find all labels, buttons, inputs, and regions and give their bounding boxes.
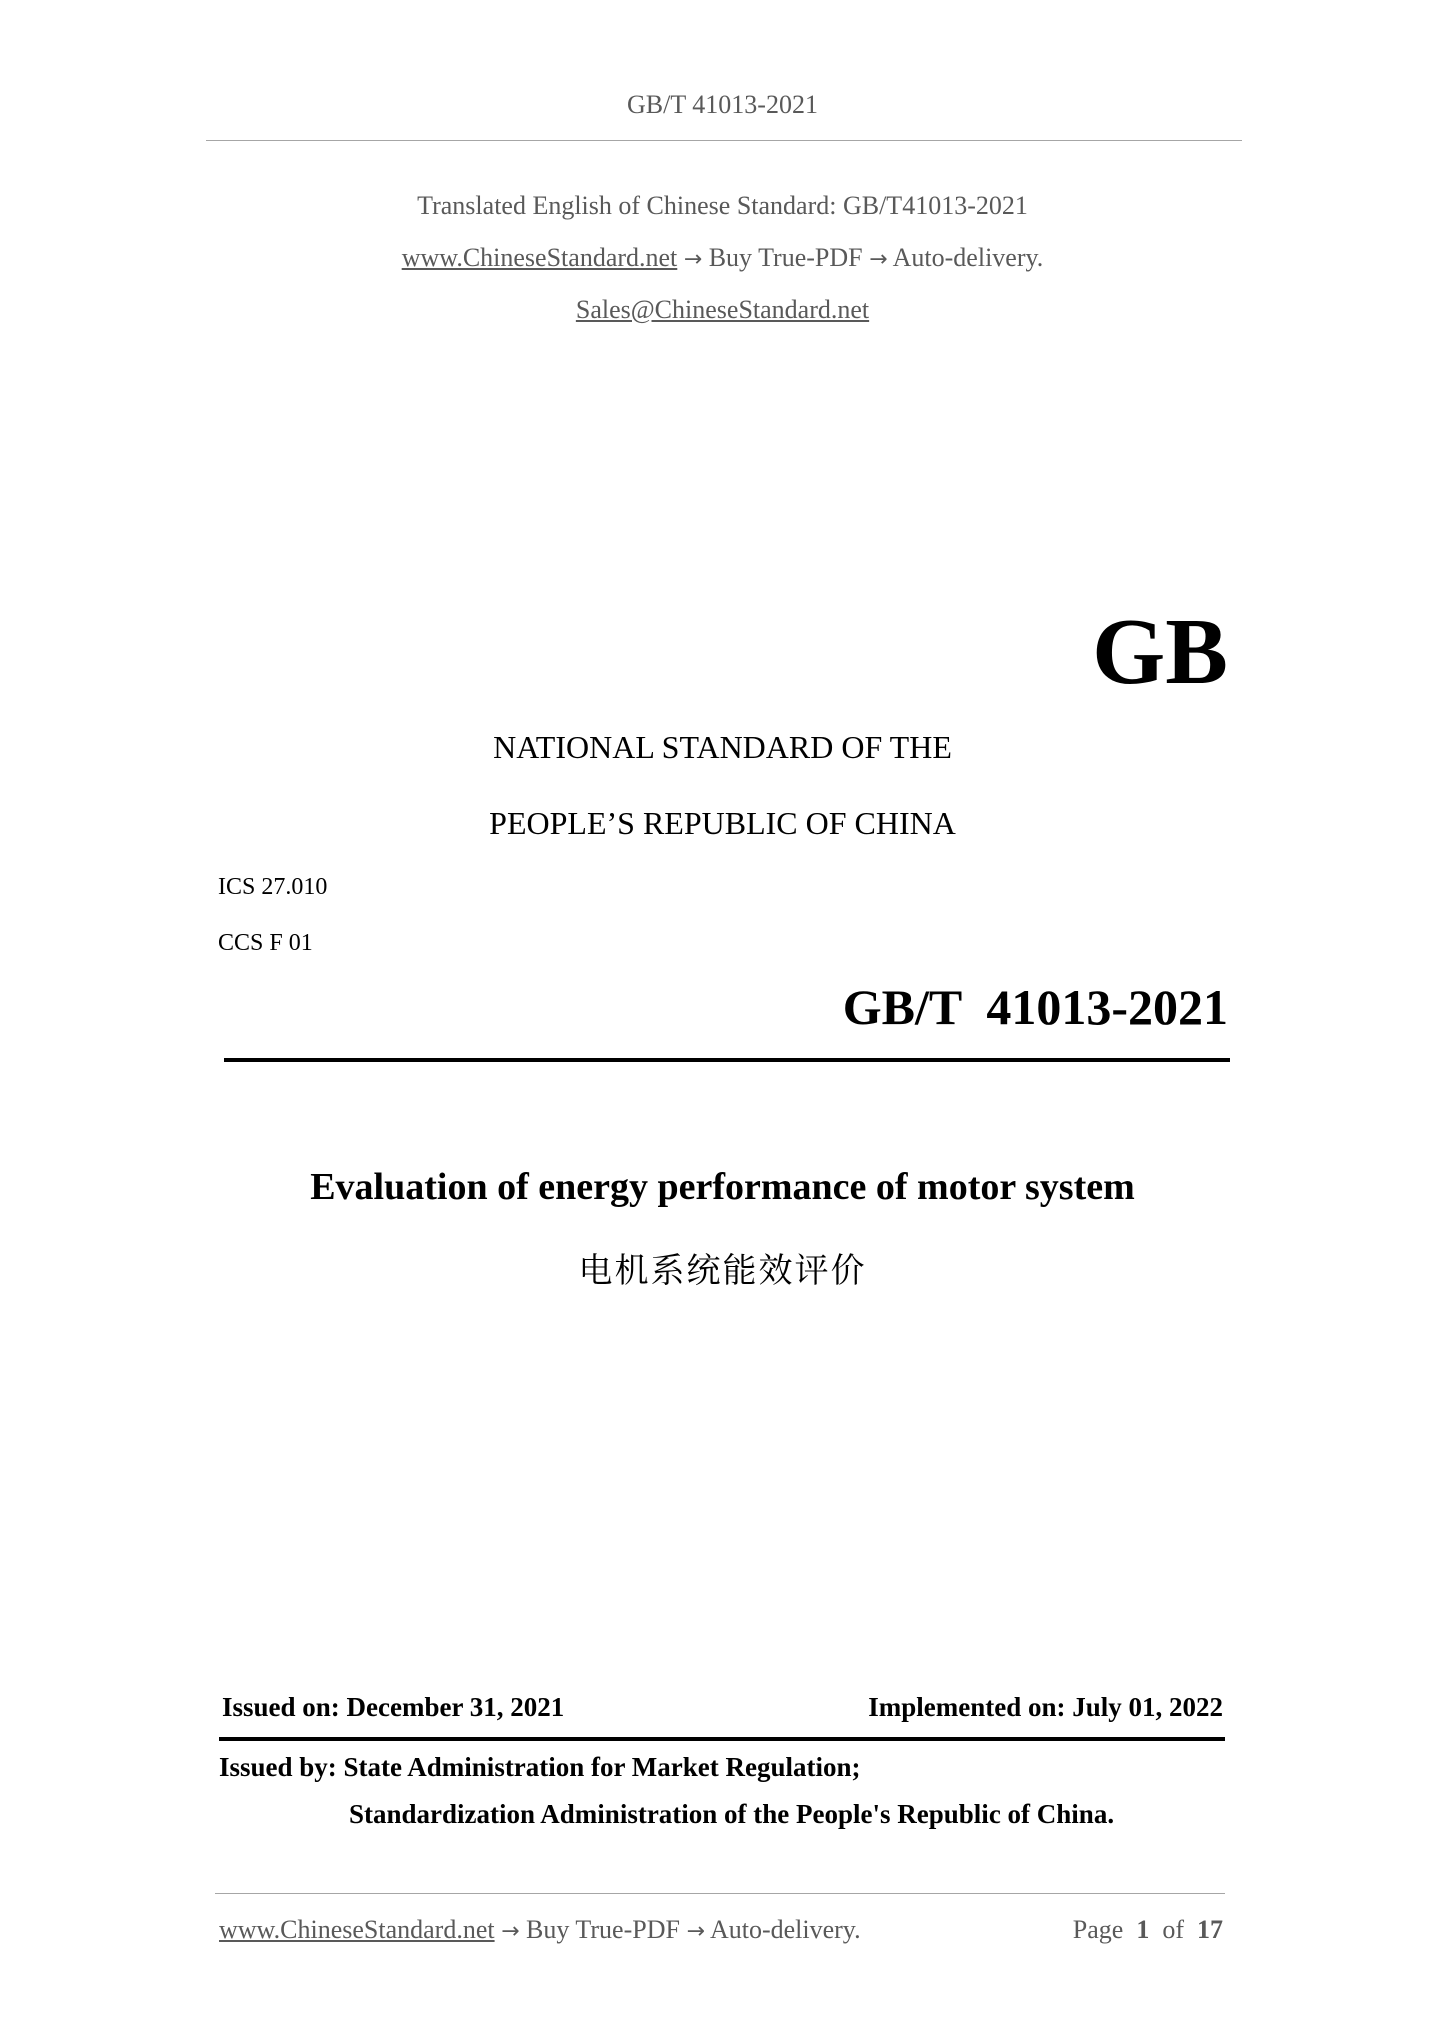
national-standard-line2: PEOPLE’S REPUBLIC OF CHINA xyxy=(489,805,956,841)
page-of: of xyxy=(1162,1915,1184,1944)
running-header: GB/T 41013-2021 xyxy=(627,90,818,119)
issued-by-line1: Issued by: State Administration for Market Regulation; xyxy=(219,1752,861,1782)
translation-notice: Translated English of Chinese Standard: GB/T41013-2021 xyxy=(417,191,1028,220)
page-indicator xyxy=(1073,1915,1223,1945)
buy-true-pdf-text: Buy True-PDF xyxy=(708,243,863,272)
footer-buy-text: Buy True-PDF xyxy=(526,1915,680,1944)
title-chinese: 电机系统能效评价 xyxy=(578,1251,867,1291)
site-link[interactable]: www.ChineseStandard.net xyxy=(401,243,678,272)
title-english: Evaluation of energy performance of motor system xyxy=(310,1166,1135,1208)
page-label: Page xyxy=(1072,1915,1124,1944)
implemented-on-date: Implemented on: July 01, 2022 xyxy=(868,1692,1223,1722)
standard-number xyxy=(843,980,1228,1035)
dates-rule xyxy=(219,1737,1225,1741)
sales-email-link[interactable]: Sales@ChineseStandard.net xyxy=(575,295,870,324)
footer-delivery-text: Auto-delivery. xyxy=(709,1915,861,1944)
promo-line xyxy=(0,243,1445,273)
ccs-code: CCS F 01 xyxy=(218,930,313,956)
page-current: 1 xyxy=(1136,1915,1150,1944)
arrow-right-icon: → xyxy=(501,1919,520,1944)
standard-number-text: GB/T 41013-2021 xyxy=(842,979,1228,1035)
issued-by-line2: Standardization Administration of the People's Republic of China. xyxy=(349,1799,1115,1829)
arrow-right-icon: → xyxy=(686,1919,705,1944)
gb-logo: GB xyxy=(1092,600,1228,704)
footer-site-link[interactable]: www.ChineseStandard.net xyxy=(219,1915,495,1944)
standard-number-rule xyxy=(224,1058,1230,1062)
sales-email-line xyxy=(0,295,1445,325)
arrow-right-icon: → xyxy=(683,247,703,272)
page-total: 17 xyxy=(1197,1915,1223,1944)
ics-code: ICS 27.010 xyxy=(218,874,328,900)
arrow-right-icon: → xyxy=(869,247,888,272)
header-divider xyxy=(206,140,1242,141)
auto-delivery-text: Auto-delivery. xyxy=(892,243,1044,272)
footer-promo xyxy=(219,1915,861,1945)
footer-divider xyxy=(215,1893,1225,1894)
issued-on-date: Issued on: December 31, 2021 xyxy=(222,1692,565,1722)
national-standard-line1: NATIONAL STANDARD OF THE xyxy=(493,729,952,765)
